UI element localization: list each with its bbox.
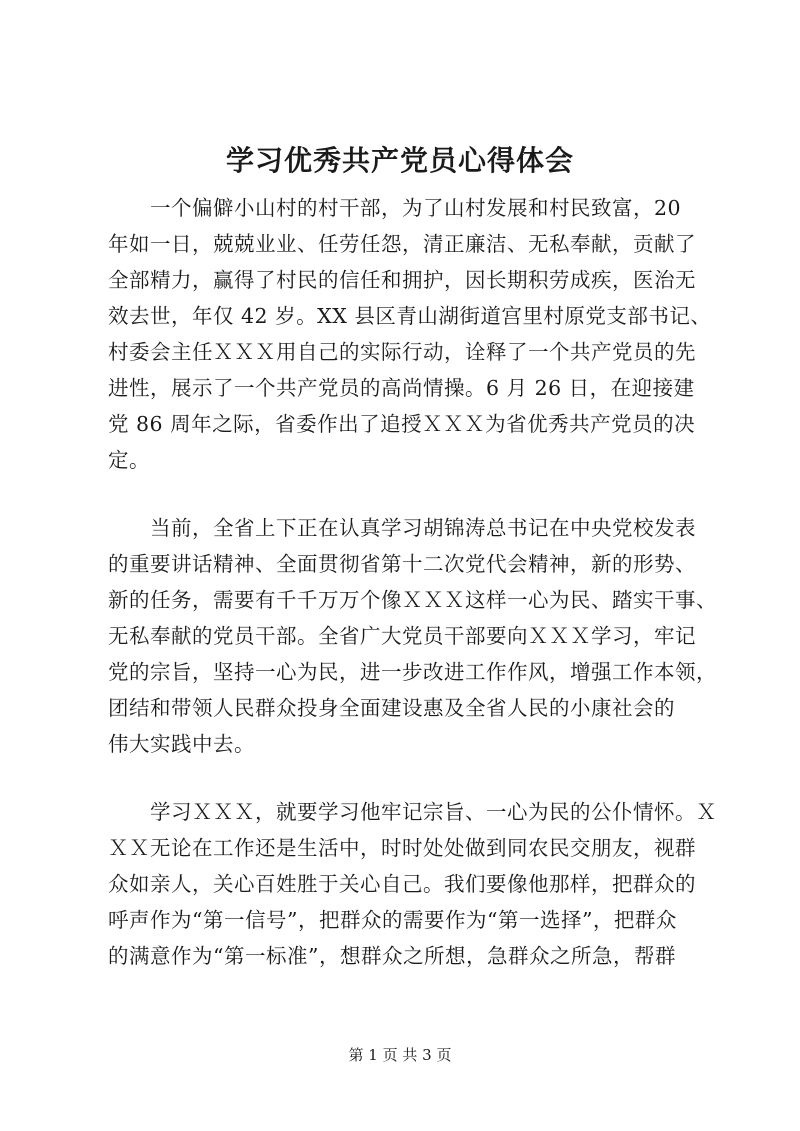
paragraph-3-line: ＸＸ无论在工作还是生活中，时时处处做到同农民交朋友，视群	[108, 836, 696, 860]
paragraph-2-line: 当前，全省上下正在认真学习胡锦涛总书记在中央党校发表	[150, 516, 696, 540]
paragraph-1-line: 年如一日，兢兢业业、任劳任怨，清正廉洁、无私奉献，贡献了	[108, 232, 696, 256]
paragraph-3-line: 的满意作为“第一标准”，想群众之所想，急群众之所急，帮群	[108, 944, 676, 968]
paragraph-2-line: 的重要讲话精神、全面贯彻省第十二次党代会精神，新的形势、	[108, 552, 696, 576]
paragraph-1-line: 党 86 周年之际，省委作出了追授ＸＸＸ为省优秀共产党员的决	[108, 412, 696, 436]
paragraph-3-line: 呼声作为“第一信号”，把群众的需要作为“第一选择”，把群众	[108, 908, 677, 932]
paragraph-1-line: 进性，展示了一个共产党员的高尚情操。6 月 26 日，在迎接建	[108, 376, 695, 400]
paragraph-1-line: 村委会主任ＸＸＸ用自己的实际行动，诠释了一个共产党员的先	[108, 340, 696, 364]
paragraph-1-line: 效去世，年仅 42 岁。XX 县区青山湖街道宫里村原党支部书记、	[108, 304, 712, 328]
paragraph-2-line: 党的宗旨，坚持一心为民，进一步改进工作作风，增强工作本领，	[108, 660, 717, 684]
paragraph-2-line: 新的任务，需要有千千万万个像ＸＸＸ这样一心为民、踏实干事、	[108, 588, 717, 612]
paragraph-3-line: 众如亲人，关心百姓胜于关心自己。我们要像他那样，把群众的	[108, 872, 696, 896]
paragraph-1-line: 全部精力，赢得了村民的信任和拥护，因长期积劳成疾，医治无	[108, 268, 696, 292]
paragraph-3-line: 学习ＸＸＸ，就要学习他牢记宗旨、一心为民的公仆情怀。Ｘ	[150, 800, 717, 824]
paragraph-1-line: 一个偏僻小山村的村干部，为了山村发展和村民致富，20	[150, 196, 682, 220]
document-title: 学习优秀共产党员心得体会	[225, 144, 574, 177]
paragraph-2-line: 伟大实践中去。	[108, 732, 255, 756]
paragraph-2-line: 无私奉献的党员干部。全省广大党员干部要向ＸＸＸ学习，牢记	[108, 624, 696, 648]
page-footer: 第 1 页 共 3 页	[348, 1046, 452, 1064]
paragraph-2-line: 团结和带领人民群众投身全面建设惠及全省人民的小康社会的	[108, 696, 675, 720]
paragraph-1-line: 定。	[108, 448, 150, 472]
